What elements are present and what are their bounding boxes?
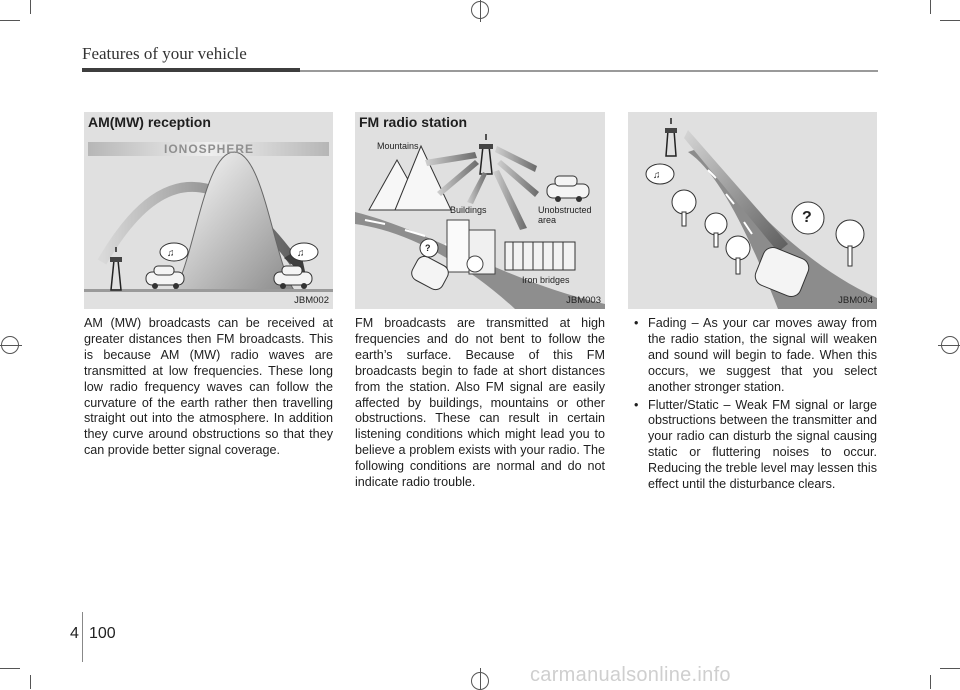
car-on-road-icon <box>409 254 451 293</box>
crop-mark <box>940 20 960 21</box>
crop-mark <box>0 345 22 346</box>
fading-illustration <box>628 112 877 309</box>
header-bar <box>82 68 300 72</box>
label-unobstructed: Unobstructed area <box>538 205 592 225</box>
section-header-title: Features of your vehicle <box>82 44 247 63</box>
music-note-bubble-icon <box>160 243 188 261</box>
page-number: 100 <box>89 625 116 642</box>
am-body-text: AM (MW) broadcasts can be received at greater distances then FM broadcasts. This is because AM (MW) radio waves are transmitted at low frequencies. These long low radio frequency waves can follow the curvature of the earth rather then travelling straight out into the atmosphere. In addition they curve around obstructions so that they can provide better signal coverage. <box>84 316 333 458</box>
crop-mark <box>0 20 20 21</box>
music-note-bubble-icon <box>290 243 318 261</box>
label-iron-bridges: Iron bridges <box>522 275 570 285</box>
label-mountains: Mountains <box>377 141 419 151</box>
svg-text:♫: ♫ <box>653 170 661 181</box>
question-mark: ? <box>802 209 812 226</box>
crop-mark <box>930 0 931 14</box>
watermark: carmanualsonline.info <box>530 664 731 686</box>
header-rule <box>300 70 878 72</box>
music-note-bubble-icon <box>646 164 674 184</box>
crop-mark <box>930 675 931 689</box>
fm-condition-list <box>634 316 877 495</box>
label-buildings: Buildings <box>450 205 487 215</box>
am-reception-figure <box>84 112 333 309</box>
car-icon <box>146 266 184 289</box>
crop-mark <box>0 668 20 669</box>
car-icon <box>547 176 589 202</box>
am-figure-title: AM(MW) reception <box>88 114 211 130</box>
list-item: • Fading – As your car moves away from the radio station, the signal will weaken and sound will begin to fade. When this occurs, we suggest that you select another stronger station. <box>634 316 877 396</box>
question-mark: ? <box>425 243 431 253</box>
am-figure-code: JBM002 <box>294 295 329 306</box>
crop-mark <box>480 668 481 689</box>
fm-tower-icon <box>479 134 493 174</box>
fm-radio-figure <box>355 112 605 309</box>
buildings-icon <box>447 220 495 274</box>
fading-figure-code: JBM004 <box>838 295 873 306</box>
crop-mark <box>30 0 31 14</box>
crop-mark <box>940 668 960 669</box>
crop-mark <box>938 345 960 346</box>
fm-figure-code: JBM003 <box>566 295 601 306</box>
mountains-icon <box>369 146 451 210</box>
fading-figure <box>628 112 877 309</box>
list-item: • Flutter/Static – Weak FM signal or large obstructions between the transmitter and your radio can disturb the signal causing static or fluttering noises to occur. Reducing the treble level may lessen this effect until the disturbance clears. <box>634 398 877 493</box>
svg-text:♫: ♫ <box>167 248 175 259</box>
section-number: 4 <box>70 625 79 642</box>
crop-mark <box>480 0 481 22</box>
fm-figure-title: FM radio station <box>359 114 468 130</box>
fading-tower-icon <box>665 118 677 156</box>
crop-mark <box>30 675 31 689</box>
footer-rule <box>82 612 83 662</box>
ionosphere-label: IONOSPHERE <box>164 142 255 156</box>
fading-beam <box>684 130 788 252</box>
fm-body-text: FM broadcasts are transmitted at high frequencies and do not bent to follow the earth’s surface. Because of this FM broadcasts begin to fade at short distances from the station. Also FM signal are easily affected by buildings, mountains or other obstructions. These can result in certain listening conditions which might lead you to believe a problem exists with your radio. The following conditions are normal and do not indicate radio trouble. <box>355 316 605 490</box>
iron-bridge-icon <box>505 242 575 270</box>
svg-text:♫: ♫ <box>297 248 305 259</box>
mountain-shape <box>174 152 294 290</box>
